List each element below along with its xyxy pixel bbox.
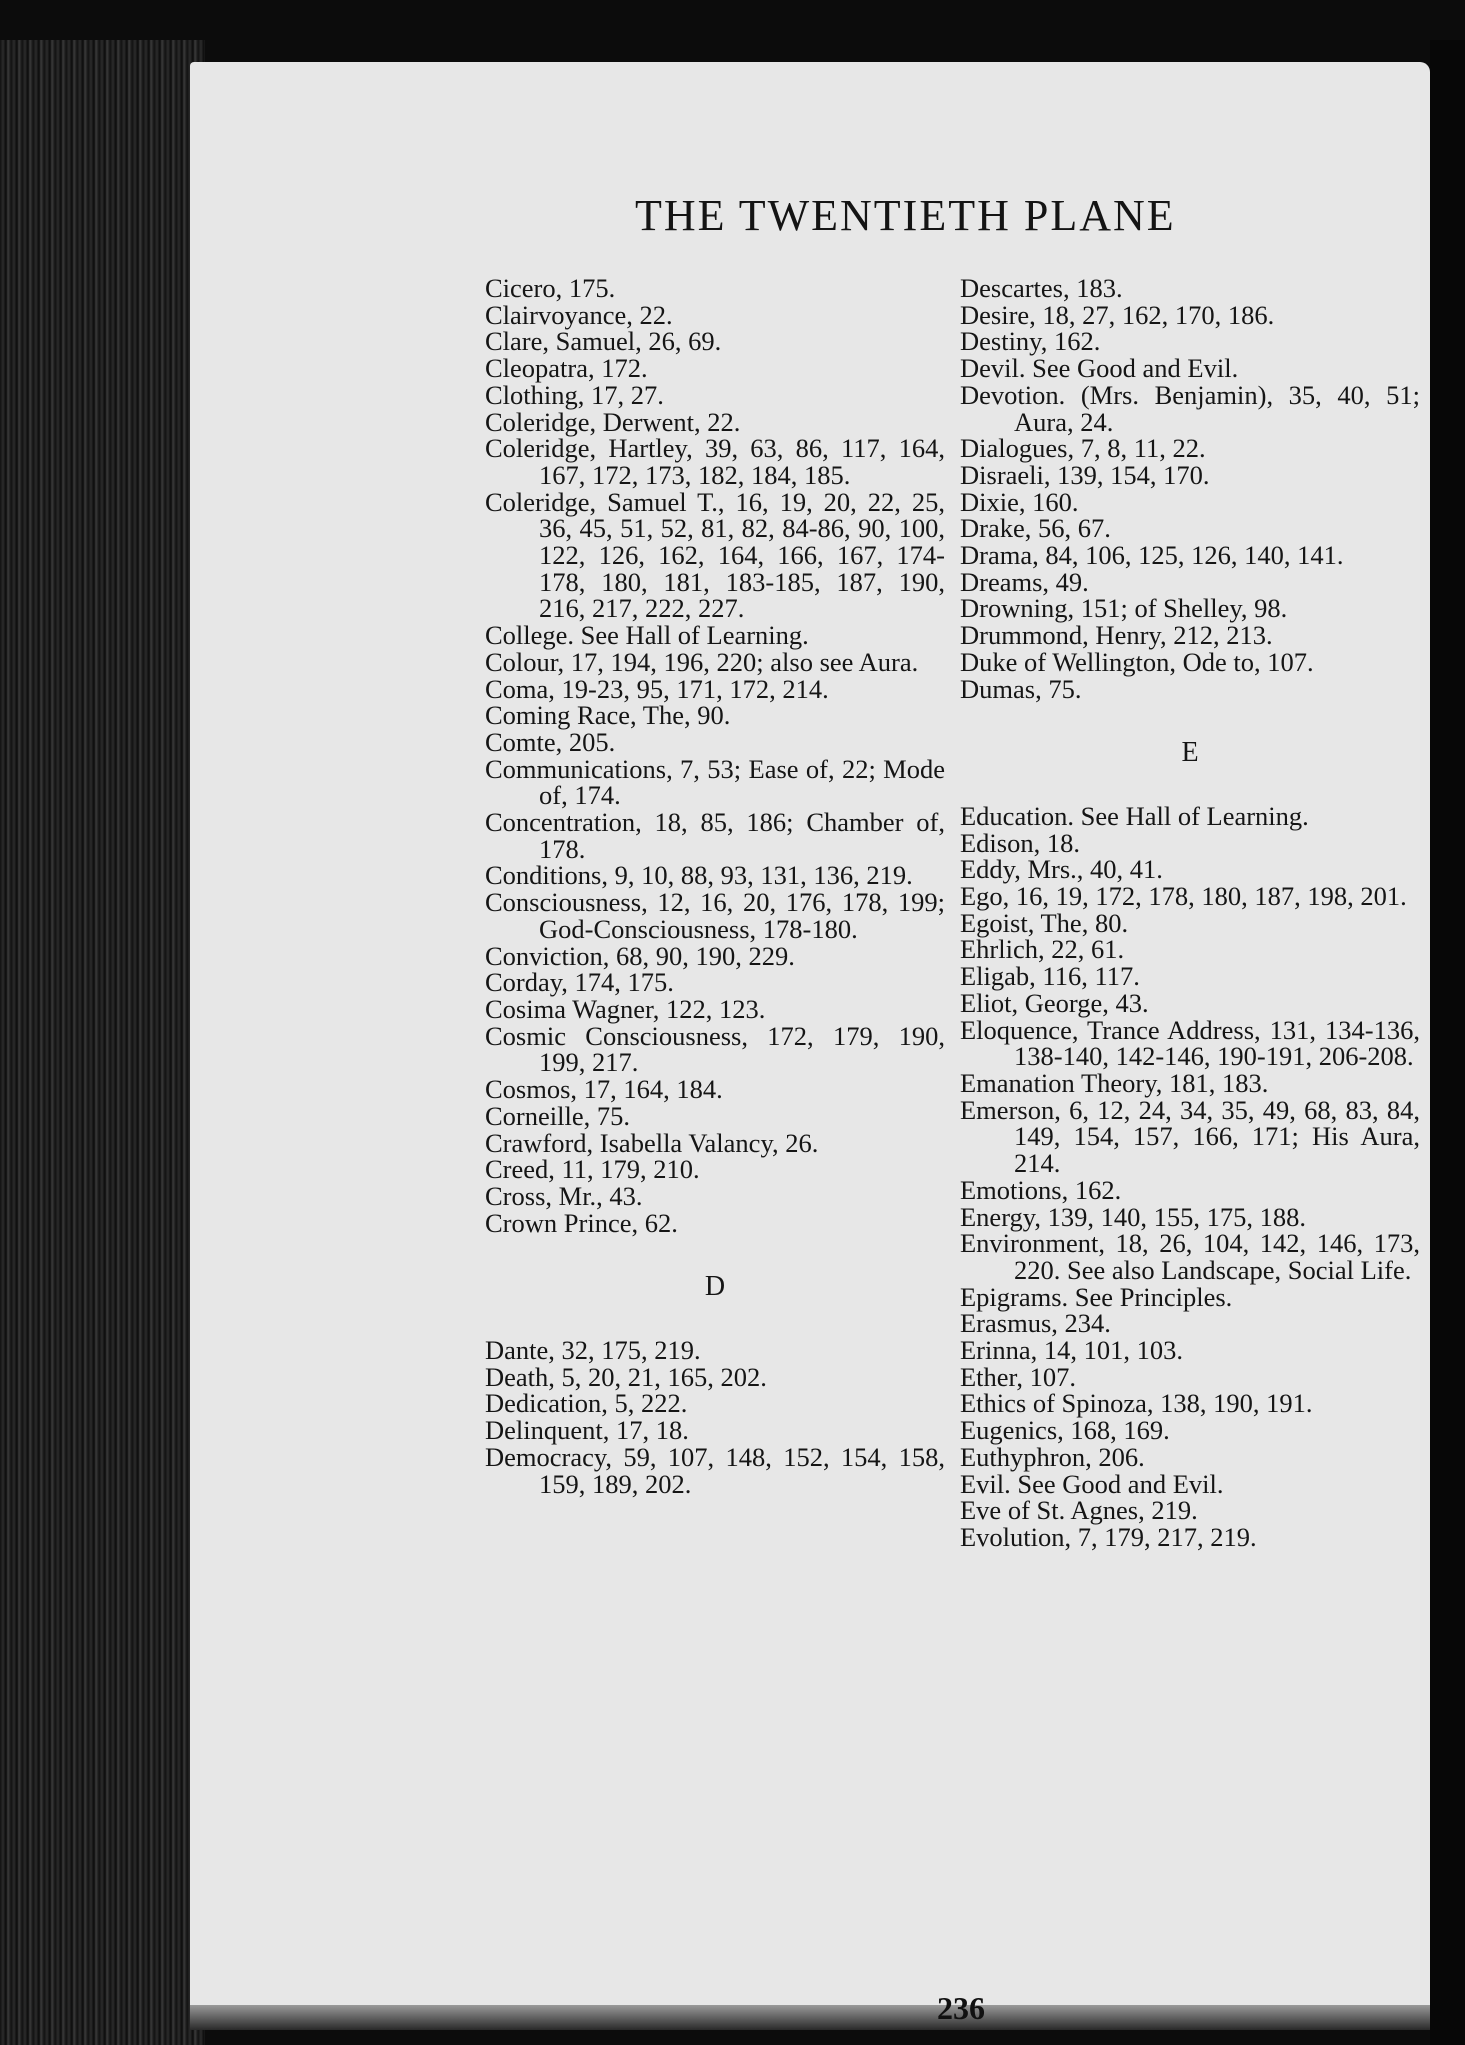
index-entry: Drama, 84, 106, 125, 126, 140, 141. bbox=[960, 540, 1344, 571]
index-entry: Disraeli, 139, 154, 170. bbox=[960, 459, 1210, 490]
index-entry: Descartes, 183. bbox=[960, 273, 1123, 303]
section-letter: E bbox=[1181, 737, 1199, 769]
right-page-edge bbox=[1430, 40, 1465, 2045]
index-entry: Eligab, 116, 117. bbox=[960, 961, 1140, 992]
index-entry: Ether, 107. bbox=[960, 1361, 1076, 1392]
index-entry: Erinna, 14, 101, 103. bbox=[960, 1335, 1184, 1366]
index-entry: Death, 5, 20, 21, 165, 202. bbox=[485, 1361, 767, 1392]
book-spine bbox=[0, 40, 205, 2045]
index-entry: Emerson, 6, 12, 24, 34, 35, 49, 68, 83, 84, 149, 154, 157, 166, 171; His Aura, 214. bbox=[960, 1094, 1420, 1179]
index-entry: Colour, 17, 194, 196, 220; also see Aura. bbox=[485, 646, 919, 677]
index-entry: Duke of Wellington, Ode to, 107. bbox=[960, 646, 1314, 677]
section-letter: D bbox=[704, 1271, 726, 1303]
index-entry: Desire, 18, 27, 162, 170, 186. bbox=[960, 299, 1275, 330]
index-entry: Consciousness, 12, 16, 20, 176, 178, 199; God-Consciousness, 178-180. bbox=[485, 887, 945, 944]
index-entry: Crawford, Isabella Valancy, 26. bbox=[485, 1127, 819, 1158]
index-entry: Education. See Hall of Learning. bbox=[960, 800, 1309, 831]
index-entry: Democracy, 59, 107, 148, 152, 154, 158, 159, 189, 202. bbox=[485, 1441, 945, 1499]
page-bottom-edge bbox=[190, 2005, 1430, 2030]
index-entry: Conviction, 68, 90, 190, 229. bbox=[485, 940, 795, 971]
index-entry: Clare, Samuel, 26, 69. bbox=[485, 326, 722, 357]
index-entry: Crown Prince, 62. bbox=[485, 1207, 678, 1238]
index-entry: Clothing, 17, 27. bbox=[485, 379, 664, 410]
index-entry: Drowning, 151; of Shelley, 98. bbox=[960, 593, 1288, 624]
index-entry: Cleopatra, 172. bbox=[485, 353, 648, 384]
index-entry: Energy, 139, 140, 155, 175, 188. bbox=[960, 1201, 1306, 1232]
index-entry: Comte, 205. bbox=[485, 726, 616, 757]
index-entry: Conditions, 9, 10, 88, 93, 131, 136, 219. bbox=[485, 860, 913, 891]
index-entry: Eve of St. Agnes, 219. bbox=[960, 1495, 1198, 1526]
index-entry: Coma, 19-23, 95, 171, 172, 214. bbox=[485, 673, 829, 704]
index-entry: Euthyphron, 206. bbox=[960, 1441, 1145, 1472]
index-entry: Evil. See Good and Evil. bbox=[960, 1468, 1224, 1499]
index-entry: Cicero, 175. bbox=[485, 273, 616, 303]
index-entry: Creed, 11, 179, 210. bbox=[485, 1154, 700, 1185]
index-entry: Dreams, 49. bbox=[960, 566, 1089, 597]
index-entry: Coming Race, The, 90. bbox=[485, 700, 731, 731]
index-entry: Environment, 18, 26, 104, 142, 146, 173, 220. See also Landscape, Social Life. bbox=[960, 1228, 1420, 1285]
index-entry: Drake, 56, 67. bbox=[960, 513, 1111, 544]
index-entry: Eliot, George, 43. bbox=[960, 987, 1149, 1018]
index-entry: Dumas, 75. bbox=[960, 673, 1082, 704]
index-entry: Communications, 7, 53; Ease of, 22; Mode of, 174. bbox=[485, 753, 945, 811]
index-entry: Clairvoyance, 22. bbox=[485, 299, 673, 330]
index-entry: Delinquent, 17, 18. bbox=[485, 1415, 689, 1446]
index-entry: Destiny, 162. bbox=[960, 326, 1101, 357]
index-entry: Dialogues, 7, 8, 11, 22. bbox=[960, 433, 1206, 464]
index-entry: Cosima Wagner, 122, 123. bbox=[485, 993, 766, 1024]
index-entry: Devotion. (Mrs. Benjamin), 35, 40, 51; Aura, 24. bbox=[960, 379, 1420, 437]
index-entry: Drummond, Henry, 212, 213. bbox=[960, 620, 1273, 651]
index-entry: Dedication, 5, 222. bbox=[485, 1388, 688, 1419]
index-entry: Concentration, 18, 85, 186; Chamber of, 178. bbox=[485, 807, 945, 864]
index-entry: Eloquence, Trance Address, 131, 134-136, 138-140, 142-146, 190-191, 206-208. bbox=[960, 1014, 1420, 1072]
index-entry: Edison, 18. bbox=[960, 827, 1080, 858]
page-number: 236 bbox=[937, 1990, 985, 2026]
index-entry: Coleridge, Samuel T., 16, 19, 20, 22, 25, 36, 45, 51, 52, 81, 82, 84-86, 90, 100, 122, 126, 162, 164, 166, 167, 174-178, 180, 181, 183-185, 187, 190, 216, 217, 222, 227. bbox=[485, 486, 945, 624]
index-entry: Ego, 16, 19, 172, 178, 180, 187, 198, 201. bbox=[960, 881, 1407, 912]
index-entry: Eddy, Mrs., 40, 41. bbox=[960, 854, 1163, 885]
index-entry: Evolution, 7, 179, 217, 219. bbox=[960, 1521, 1257, 1552]
index-entry: Erasmus, 234. bbox=[960, 1308, 1111, 1339]
index-entry: Epigrams. See Principles. bbox=[960, 1281, 1233, 1312]
index-column-right bbox=[960, 275, 1420, 1551]
index-entry: Coleridge, Hartley, 39, 63, 86, 117, 164, 167, 172, 173, 182, 184, 185. bbox=[485, 433, 945, 490]
index-entry: Eugenics, 168, 169. bbox=[960, 1415, 1170, 1446]
index-entry: Corday, 174, 175. bbox=[485, 967, 674, 998]
index-entry: Ethics of Spinoza, 138, 190, 191. bbox=[960, 1388, 1313, 1419]
index-entry: Ehrlich, 22, 61. bbox=[960, 934, 1125, 965]
index-entry: Egoist, The, 80. bbox=[960, 907, 1129, 938]
running-head: THE TWENTIETH PLANE bbox=[635, 191, 1176, 240]
index-entry: Cross, Mr., 43. bbox=[485, 1180, 643, 1211]
index-column-left bbox=[485, 275, 945, 1497]
index-entry: Dixie, 160. bbox=[960, 486, 1079, 517]
index-entry: Cosmic Consciousness, 172, 179, 190, 199, 217. bbox=[485, 1020, 945, 1078]
index-entry: Cosmos, 17, 164, 184. bbox=[485, 1074, 723, 1105]
index-entry: Emanation Theory, 181, 183. bbox=[960, 1067, 1269, 1098]
index-entry: Emotions, 162. bbox=[960, 1174, 1122, 1205]
index-entry: College. See Hall of Learning. bbox=[485, 620, 809, 651]
index-entry: Coleridge, Derwent, 22. bbox=[485, 406, 741, 437]
index-entry: Corneille, 75. bbox=[485, 1100, 630, 1131]
index-entry: Dante, 32, 175, 219. bbox=[485, 1335, 701, 1366]
index-entry: Devil. See Good and Evil. bbox=[960, 353, 1239, 384]
